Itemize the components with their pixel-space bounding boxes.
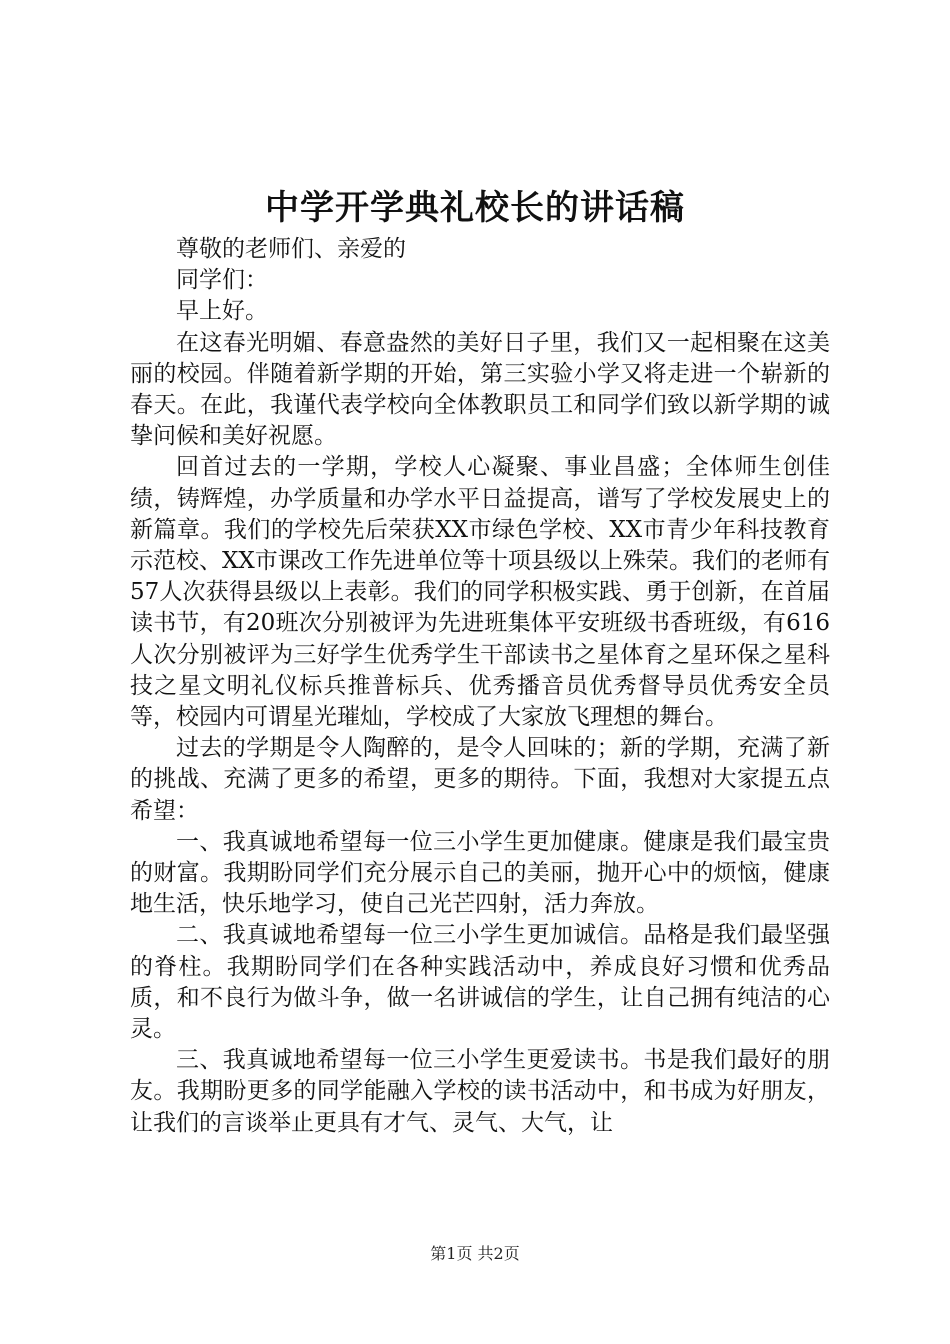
paragraph-hope-2: 二、我真诚地希望每一位三小学生更加诚信。品格是我们最坚强的脊柱。我期盼同学们在各种实践活动中，养成良好习惯和优秀品质，和不良行为做斗争，做一名讲诚信的学生，让自己拥有纯洁的心灵。 — [130, 922, 830, 1043]
salutation-line-2: 同学们： — [176, 267, 268, 294]
page-footer: 第1页 共2页 — [430, 1244, 520, 1263]
paragraph-hope-1: 一、我真诚地希望每一位三小学生更加健康。健康是我们最宝贵的财富。我期盼同学们充分展示自己的美丽，抛开心中的烦恼，健康地生活，快乐地学习，使自己光芒四射，活力奔放。 — [130, 828, 830, 918]
paragraph-transition: 过去的学期是令人陶醉的，是令人回味的；新的学期，充满了新的挑战、充满了更多的希望，更多的期待。下面，我想对大家提五点希望： — [130, 735, 830, 824]
paragraph-hope-3: 三、我真诚地希望每一位三小学生更爱读书。书是我们最好的朋友。我期盼更多的同学能融入学校的读书活动中，和书成为好朋友，让我们的言谈举止更具有才气、灵气、大气，让 — [130, 1047, 830, 1136]
document-title: 中学开学典礼校长的讲话稿 — [265, 188, 685, 228]
paragraph-opening: 在这春光明媚、春意盎然的美好日子里，我们又一起相聚在这美丽的校园。伴随着新学期的开始，第三实验小学又将走进一个崭新的春天。在此，我谨代表学校向全体教职员工和同学们致以新学期的诚挚问候和美好祝愿。 — [130, 329, 830, 450]
paragraph-review: 回首过去的一学期，学校人心凝聚、事业昌盛；全体师生创佳绩，铸辉煌，办学质量和办学水平日益提高，谱写了学校发展史上的新篇章。我们的学校先后荣获XX市绿色学校、XX市青少年科技教育示范校、XX市课改工作先进单位等十项县级以上殊荣。我们的老师有57人次获得县级以上表彰。我们的同学积极实践、勇于创新，在首届读书节，有20班次分别被评为先进班集体平安班级书香班级，有616人次分别被评为三好学生优秀学生干部读书之星体育之星环保之星科技之星文明礼仪标兵推普标兵、优秀播音员优秀督导员优秀安全员等，校园内可谓星光璀灿，学校成了大家放飞理想的舞台。 — [130, 454, 830, 731]
document-body — [130, 234, 830, 1139]
salutation-line-1: 尊敬的老师们、亲爱的 — [176, 236, 406, 262]
greeting: 早上好。 — [176, 298, 268, 325]
